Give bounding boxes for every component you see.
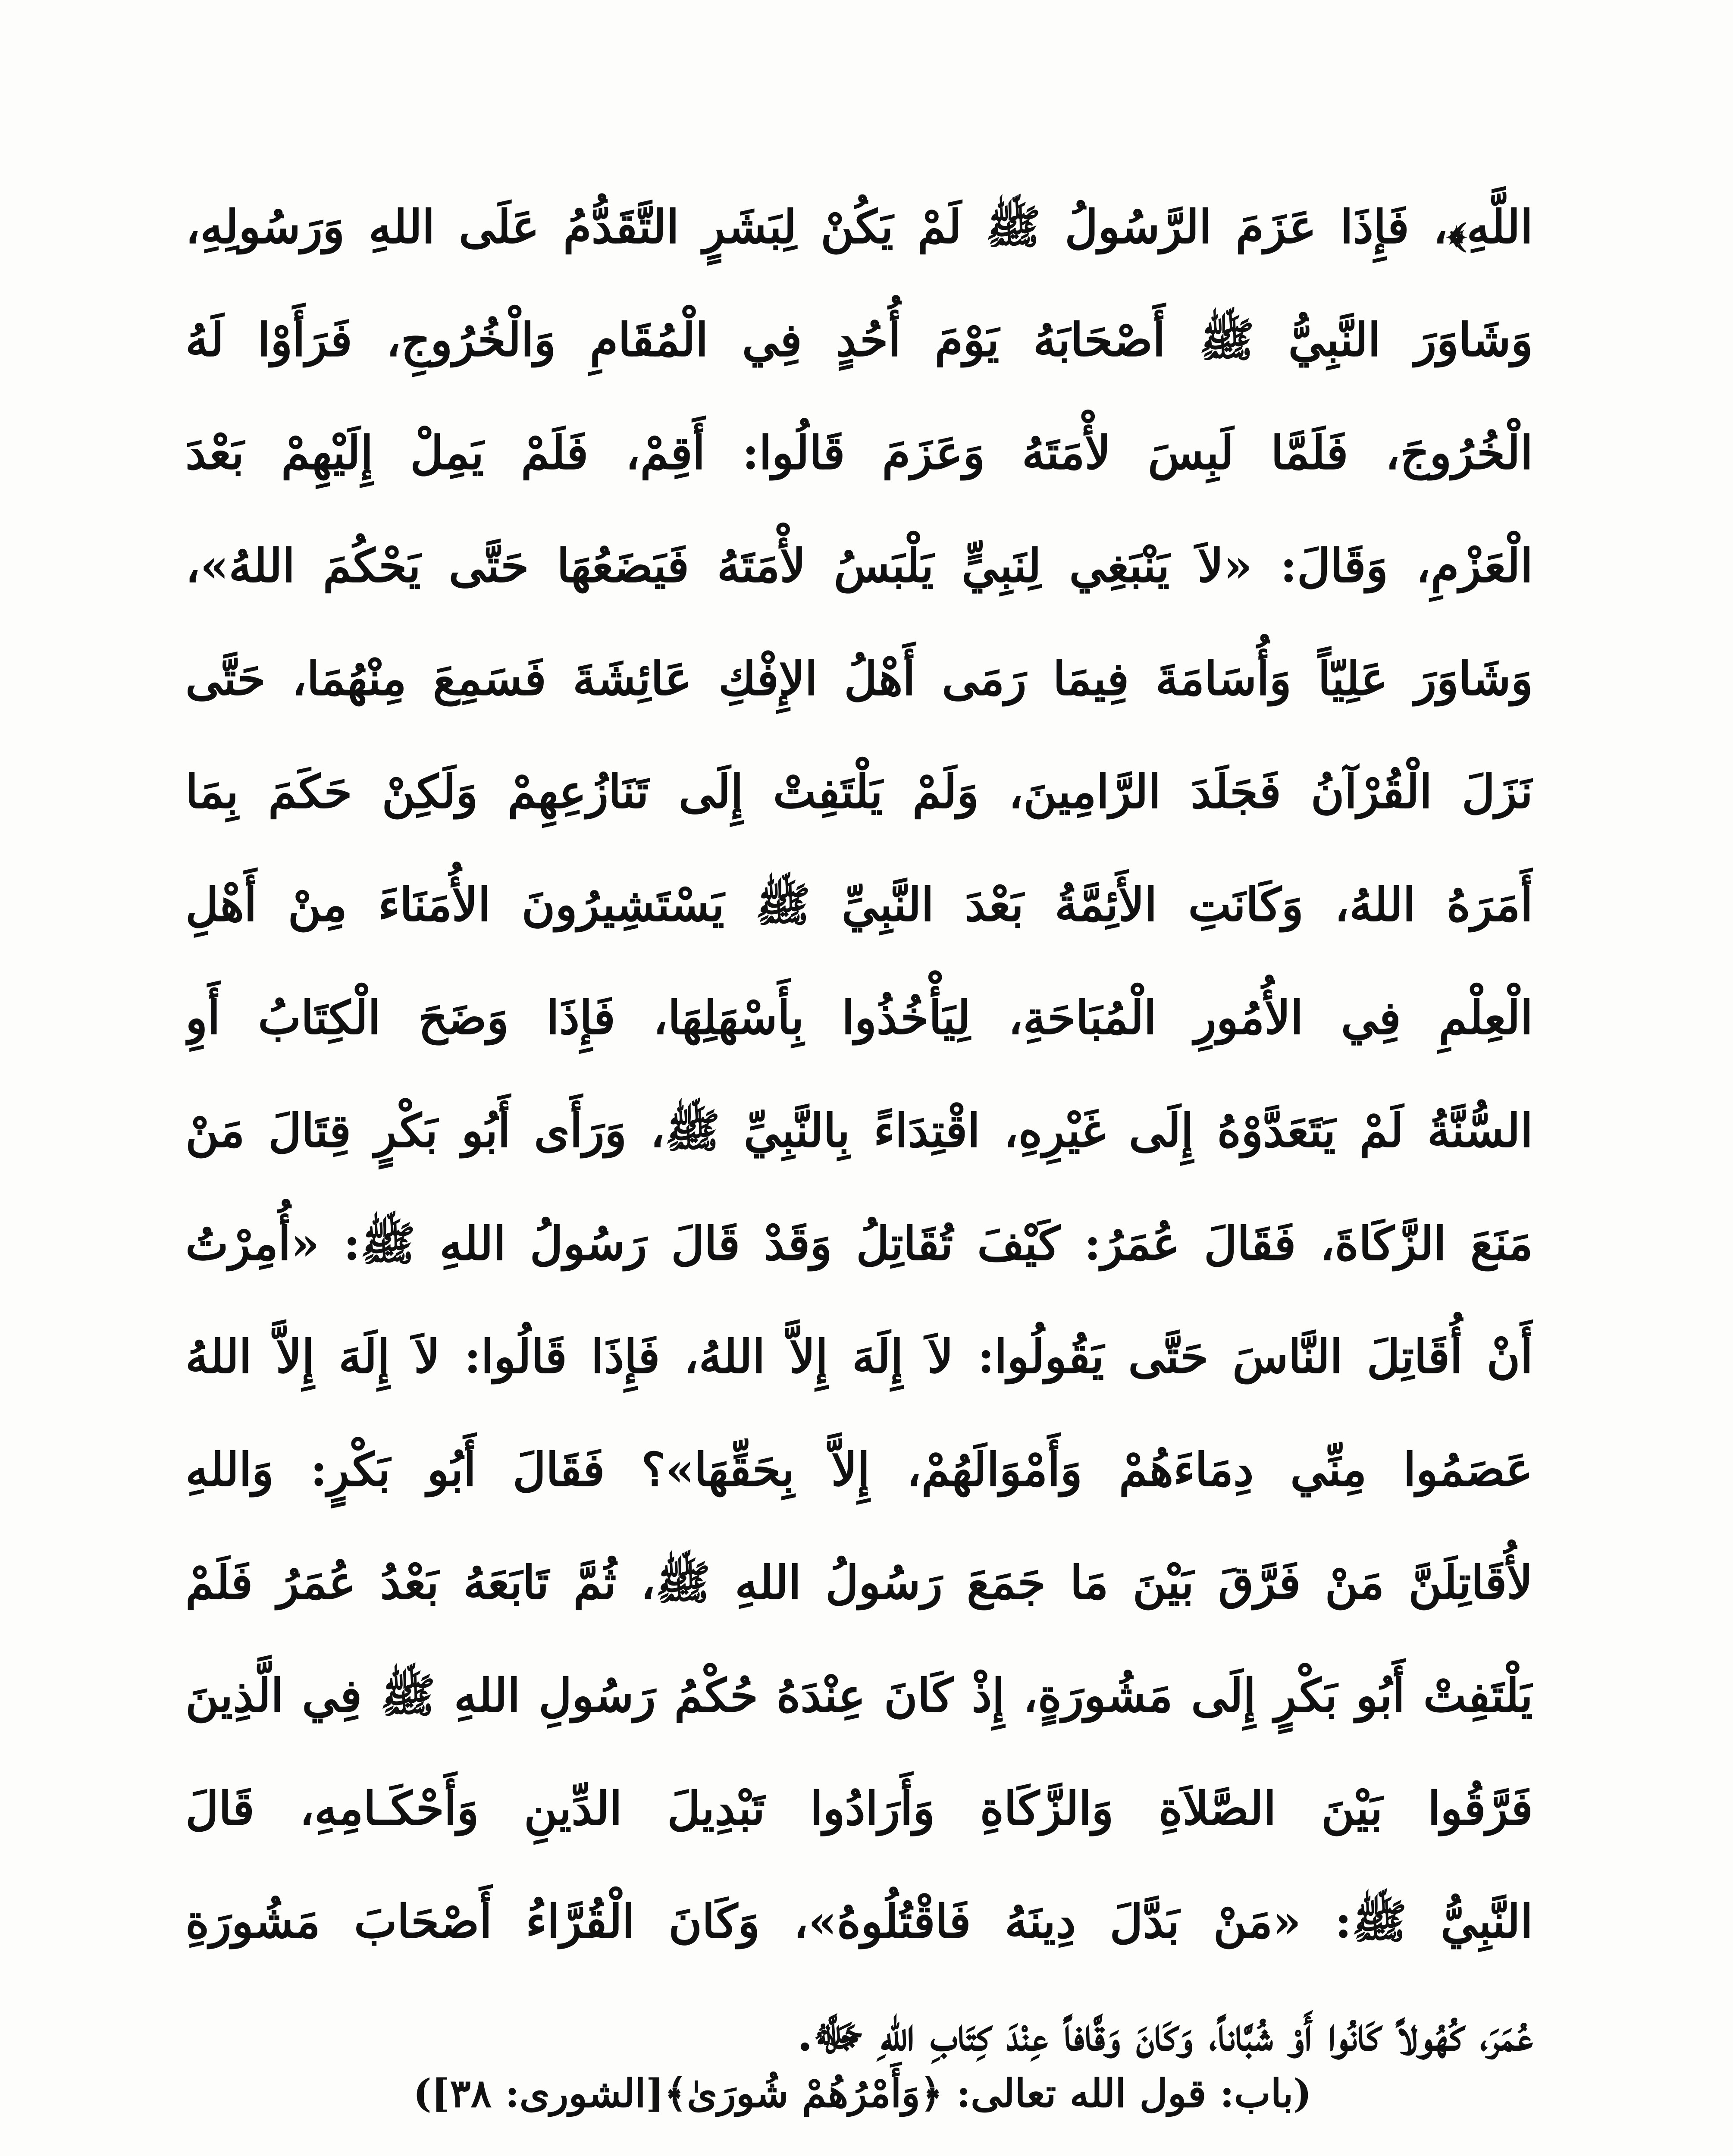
text-line-9: السُّنَّةُ لَمْ يَتَعَدَّوْهُ إِلَى غَيْرِهِ، اقْتِدَاءً بِالنَّبِيِّ ﷺ، وَرَأَى أَبُو بَكْرٍ قِتَالَ مَنْ — [185, 1103, 1533, 1157]
text-line-16: النَّبِيُّ ﷺ: «مَنْ بَدَّلَ دِينَهُ فَاقْتُلُوهُ»، وَكَانَ الْقُرَّاءُ أَصْحَابَ مَشُورَةِ — [185, 1894, 1533, 1948]
text-line-4: الْعَزْمِ، وَقَالَ: «لاَ يَنْبَغِي لِنَبِيٍّ يَلْبَسُ لأْمَتَهُ فَيَضَعُهَا حَتَّى يَحْكُمَ اللهُ»، — [185, 539, 1533, 592]
text-line-17: عُمَرَ، كُهُولاً كَانُوا أَوْ شُبَّاناً، وَكَانَ وَقَّافاً عِنْدَ كِتَابِ اللهِ ﷻ. — [797, 2007, 1533, 2061]
text-line-6: نَزَلَ الْقُرْآنُ فَجَلَدَ الرَّامِينَ، وَلَمْ يَلْتَفِتْ إِلَى تَنَازُعِهِمْ وَلَكِنْ حَكَمَ بِمَا — [185, 765, 1533, 818]
text-line-1: اللَّهِ﴾، فَإِذَا عَزَمَ الرَّسُولُ ﷺ لَمْ يَكُنْ لِبَشَرٍ التَّقَدُّمُ عَلَى اللهِ وَرَسُولِهِ، — [185, 200, 1533, 254]
text-line-12: عَصَمُوا مِنِّي دِمَاءَهُمْ وَأَمْوَالَهُمْ، إِلاَّ بِحَقِّهَا»؟ فَقَالَ أَبُو بَكْرٍ: وَاللهِ — [185, 1442, 1533, 1496]
chapter-heading: (باب: قول الله تعالى: ﴿وَأَمْرُهُمْ شُورَىٰ﴾[الشورى: ٣٨]) — [413, 2071, 1312, 2116]
text-line-14: يَلْتَفِتْ أَبُو بَكْرٍ إِلَى مَشُورَةٍ، إِذْ كَانَ عِنْدَهُ حُكْمُ رَسُولِ اللهِ ﷺ فِي الَّذِينَ — [185, 1668, 1533, 1722]
text-line-10: مَنَعَ الزَّكَاةَ، فَقَالَ عُمَرُ: كَيْفَ تُقَاتِلُ وَقَدْ قَالَ رَسُولُ اللهِ ﷺ: «أُمِرْتُ — [185, 1216, 1533, 1270]
text-line-2: وَشَاوَرَ النَّبِيُّ ﷺ أَصْحَابَهُ يَوْمَ أُحُدٍ فِي الْمُقَامِ وَالْخُرُوجِ، فَرَأَوْا لَهُ — [185, 313, 1533, 367]
text-line-13: لأُقَاتِلَنَّ مَنْ فَرَّقَ بَيْنَ مَا جَمَعَ رَسُولُ اللهِ ﷺ، ثُمَّ تَابَعَهُ بَعْدُ عُمَرُ فَلَمْ — [185, 1555, 1533, 1609]
text-line-15: فَرَّقُوا بَيْنَ الصَّلاَةِ وَالزَّكَاةِ وَأَرَادُوا تَبْدِيلَ الدِّينِ وَأَحْكَـامِهِ، قَالَ — [185, 1781, 1533, 1835]
text-line-5: وَشَاوَرَ عَلِيّاً وَأُسَامَةَ فِيمَا رَمَى أَهْلُ الإِفْكِ عَائِشَةَ فَسَمِعَ مِنْهُمَا، حَتَّى — [185, 652, 1533, 705]
text-line-8: الْعِلْمِ فِي الأُمُورِ الْمُبَاحَةِ، لِيَأْخُذُوا بِأَسْهَلِهَا، فَإِذَا وَضَحَ الْكِتَابُ أَوِ — [185, 990, 1533, 1044]
text-line-3: الْخُرُوجَ، فَلَمَّا لَبِسَ لأْمَتَهُ وَعَزَمَ قَالُوا: أَقِمْ، فَلَمْ يَمِلْ إِلَيْهِمْ بَعْدَ — [185, 426, 1533, 479]
main-text-block — [185, 170, 1533, 2091]
text-line-11: أَنْ أُقَاتِلَ النَّاسَ حَتَّى يَقُولُوا: لاَ إِلَهَ إِلاَّ اللهُ، فَإِذَا قَالُوا: لاَ إِلَهَ إِلاَّ اللهُ — [185, 1329, 1533, 1383]
text-line-7: أَمَرَهُ اللهُ، وَكَانَتِ الأَئِمَّةُ بَعْدَ النَّبِيِّ ﷺ يَسْتَشِيرُونَ الأُمَنَاءَ مِنْ أَهْلِ — [185, 877, 1533, 931]
